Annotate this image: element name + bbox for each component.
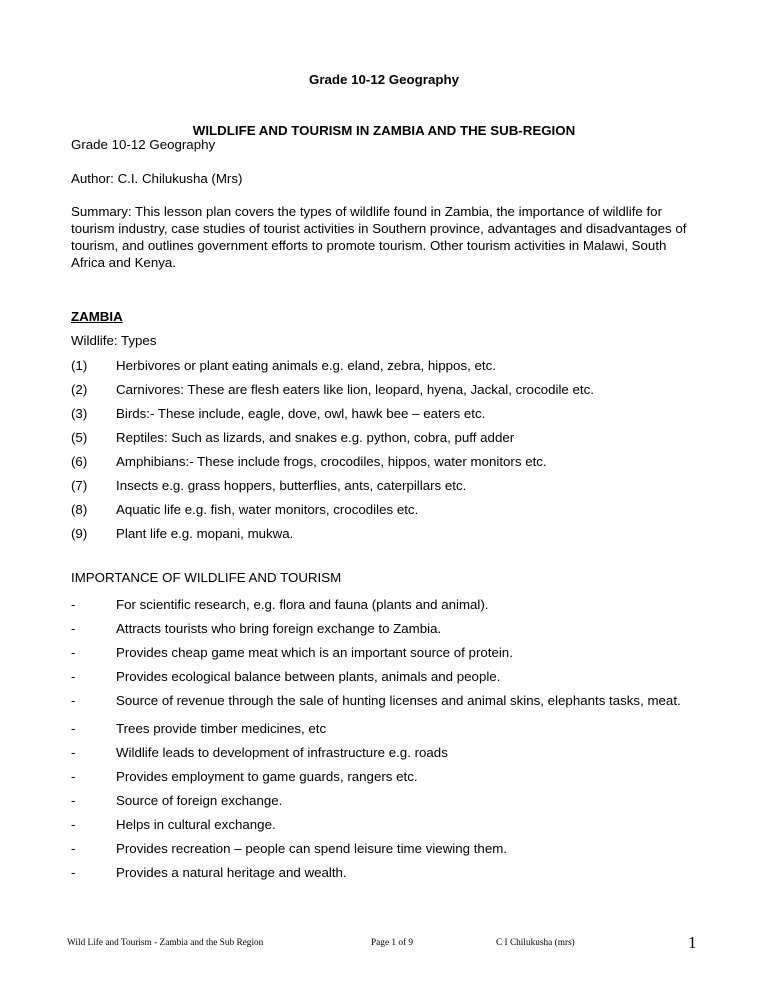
list-item bbox=[71, 840, 699, 857]
list-item bbox=[71, 381, 699, 398]
grade-line: Grade 10-12 Geography bbox=[71, 137, 216, 152]
list-item-text: Reptiles: Such as lizards, and snakes e.g. python, cobra, puff adder bbox=[116, 430, 515, 445]
list-item bbox=[71, 744, 699, 761]
wildlife-types-list bbox=[71, 357, 699, 549]
list-item bbox=[71, 692, 699, 713]
list-marker: (5) bbox=[71, 430, 88, 445]
list-item-text: Wildlife leads to development of infrastructure e.g. roads bbox=[116, 745, 448, 760]
list-marker: - bbox=[71, 769, 76, 784]
list-item-text: Provides ecological balance between plants, animals and people. bbox=[116, 669, 501, 684]
list-marker: - bbox=[71, 645, 76, 660]
list-item-text: Insects e.g. grass hoppers, butterflies, ants, caterpillars etc. bbox=[116, 478, 467, 493]
list-marker: (6) bbox=[71, 454, 88, 469]
document-title: Grade 10-12 Geography bbox=[308, 72, 460, 87]
list-item bbox=[71, 405, 699, 422]
list-item bbox=[71, 620, 699, 637]
importance-heading: IMPORTANCE OF WILDLIFE AND TOURISM bbox=[71, 570, 342, 585]
list-item-text: Aquatic life e.g. fish, water monitors, crocodiles etc. bbox=[116, 502, 419, 517]
list-item bbox=[71, 792, 699, 809]
list-item-text: Carnivores: These are flesh eaters like lion, leopard, hyena, Jackal, crocodile etc. bbox=[116, 382, 594, 397]
list-marker: - bbox=[71, 745, 76, 760]
author-line: Author: C.I. Chilukusha (Mrs) bbox=[71, 171, 243, 186]
list-marker: - bbox=[71, 793, 76, 808]
list-item bbox=[71, 596, 699, 613]
list-item-text: Provides employment to game guards, rangers etc. bbox=[116, 769, 418, 784]
importance-list bbox=[71, 596, 699, 888]
list-item-text: Attracts tourists who bring foreign exchange to Zambia. bbox=[116, 621, 442, 636]
list-marker: - bbox=[71, 669, 76, 684]
zambia-heading: ZAMBIA bbox=[71, 309, 123, 324]
list-item-text: Amphibians:- These include frogs, crocodiles, hippos, water monitors etc. bbox=[116, 454, 547, 469]
list-item-text: Provides recreation – people can spend leisure time viewing them. bbox=[116, 841, 507, 856]
list-item bbox=[71, 720, 699, 737]
list-item-text: Birds:- These include, eagle, dove, owl, hawk bee – eaters etc. bbox=[116, 406, 486, 421]
list-item-text: Trees provide timber medicines, etc bbox=[116, 721, 327, 736]
list-marker: (1) bbox=[71, 358, 88, 373]
summary-paragraph: Summary: This lesson plan covers the types of wildlife found in Zambia, the importance of wildlife for tourism industry, case studies of tourist activities in Southern province, advantages and disadvantages of tourism, and outlines government efforts to promote tourism. Other tourism activities in Malawi, South Africa and Kenya. bbox=[71, 204, 687, 270]
list-marker: - bbox=[71, 721, 76, 736]
list-item-text: Helps in cultural exchange. bbox=[116, 817, 276, 832]
list-item-text: Plant life e.g. mopani, mukwa. bbox=[116, 526, 294, 541]
list-item bbox=[71, 816, 699, 833]
list-marker: (3) bbox=[71, 406, 88, 421]
list-item bbox=[71, 477, 699, 494]
list-item-text: Source of foreign exchange. bbox=[116, 793, 283, 808]
list-marker: (2) bbox=[71, 382, 88, 397]
list-marker: (8) bbox=[71, 502, 88, 517]
list-item bbox=[71, 668, 699, 685]
list-item bbox=[71, 525, 699, 542]
wildlife-types-heading: Wildlife: Types bbox=[71, 333, 157, 348]
list-item bbox=[71, 864, 699, 881]
list-item-text: For scientific research, e.g. flora and fauna (plants and animal). bbox=[116, 597, 489, 612]
list-item-text: Provides cheap game meat which is an important source of protein. bbox=[116, 645, 513, 660]
footer-document-name: Wild Life and Tourism - Zambia and the Sub Region bbox=[67, 938, 264, 948]
footer-page-number: 1 bbox=[688, 933, 697, 952]
footer-author: C I Chilukusha (mrs) bbox=[496, 938, 575, 948]
list-item-text: Herbivores or plant eating animals e.g. eland, zebra, hippos, etc. bbox=[116, 358, 496, 373]
list-marker: (9) bbox=[71, 526, 88, 541]
list-marker: - bbox=[71, 817, 76, 832]
list-marker: - bbox=[71, 693, 76, 708]
document-subtitle: WILDLIFE AND TOURISM IN ZAMBIA AND THE SUB-REGION bbox=[192, 123, 576, 138]
list-item bbox=[71, 429, 699, 446]
list-item-text: Source of revenue through the sale of hunting licenses and animal skins, elephants tasks, meat. bbox=[116, 693, 681, 708]
list-item bbox=[71, 501, 699, 518]
list-item bbox=[71, 357, 699, 374]
footer-page-indicator: Page 1 of 9 bbox=[371, 938, 414, 948]
list-marker: - bbox=[71, 597, 76, 612]
list-marker: - bbox=[71, 621, 76, 636]
list-item bbox=[71, 644, 699, 661]
list-marker: (7) bbox=[71, 478, 88, 493]
list-item bbox=[71, 453, 699, 470]
list-item-text: Provides a natural heritage and wealth. bbox=[116, 865, 347, 880]
list-item bbox=[71, 768, 699, 785]
list-marker: - bbox=[71, 865, 76, 880]
list-marker: - bbox=[71, 841, 76, 856]
